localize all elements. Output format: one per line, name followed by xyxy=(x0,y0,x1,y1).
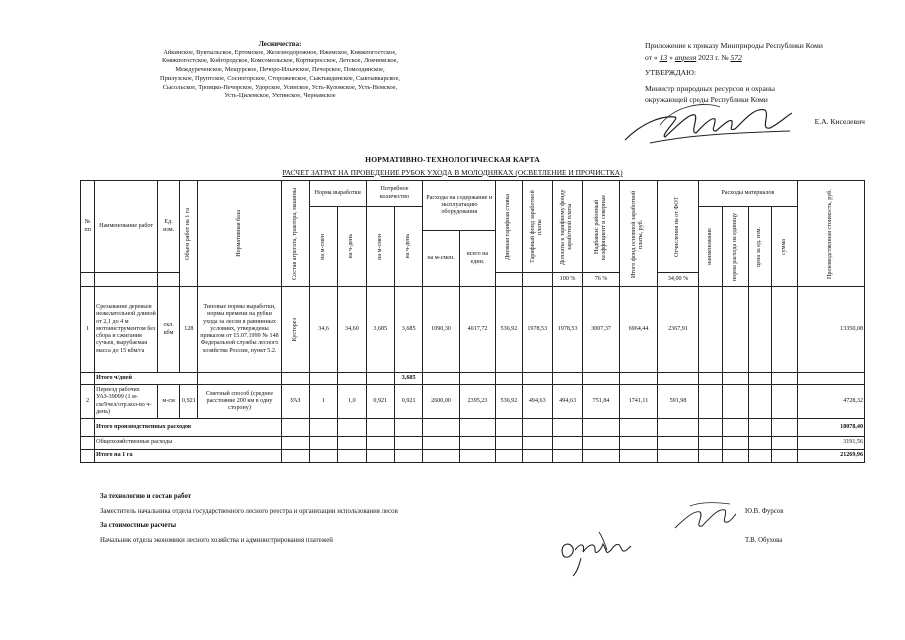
row-volume: 0,921 xyxy=(180,385,198,419)
header-production-cost: Производственная стоимость, руб. xyxy=(827,188,834,279)
row-production-cost: 13350,08 xyxy=(798,287,865,373)
tech-label: За технологию и состав работ xyxy=(100,493,192,500)
header-total-wage: Итого фонд основной заработной платы, руб. xyxy=(631,189,645,278)
minister-title-2: окружающей среды Республики Коми xyxy=(645,95,768,104)
row-num: 2 xyxy=(81,385,95,419)
header-mat-sum: сумма xyxy=(780,238,787,255)
header-bonus: Доплаты к тарифному фонду заработной платы xyxy=(560,188,574,265)
cost-name: Т.В. Обухова xyxy=(745,537,783,544)
header-daily-rate: Дневная тарифная ставка xyxy=(505,193,512,260)
forestries-heading: Лесничества: xyxy=(258,40,302,48)
row-need-shift: 3,685 xyxy=(366,287,394,373)
forestries-block xyxy=(80,40,480,101)
header-mat-name: наименование xyxy=(706,228,713,265)
appendix-line: Приложение к приказу Минприроды Республики Коми xyxy=(645,41,823,50)
approve-label: УТВЕРЖДАЮ: xyxy=(645,68,697,77)
cost-table xyxy=(80,180,865,463)
total-label: Итого на 1 га xyxy=(95,450,281,463)
header-exp-total: всего на един. xyxy=(459,231,495,287)
header-crew: Состав агрегата, трактора, машины xyxy=(291,187,298,280)
date-quote: » xyxy=(669,52,673,62)
forestries-line: Айкинское, Вуктыльское, Ертомское, Железнодорожное, Ижемское, Княжпогостское, xyxy=(163,48,397,56)
row-tariff-fund: 1978,53 xyxy=(522,287,552,373)
row-need-day: 3,685 xyxy=(394,287,422,373)
row-per-shift: 1 xyxy=(309,385,337,419)
pct-deductions: 34,00 % xyxy=(658,273,699,287)
row-crew: Кусторез xyxy=(291,317,298,342)
header-mat-price: цена за ед. изм. xyxy=(756,226,763,267)
row-northern: 3007,37 xyxy=(583,287,619,373)
fursov-signature xyxy=(670,498,740,538)
date-prefix: от « xyxy=(645,52,658,62)
subtotal-row xyxy=(81,373,865,385)
header-need-shift: на м-смен xyxy=(376,233,383,260)
header-unit: Ед. изм. xyxy=(157,181,179,273)
document-title: НОРМАТИВНО-ТЕХНОЛОГИЧЕСКАЯ КАРТА xyxy=(365,155,540,164)
row-need-shift: 0,921 xyxy=(366,385,394,419)
header-per-shift: на м-смен xyxy=(319,233,326,260)
tech-role: Заместитель начальника отдела государственного лесного реестра и организации использования лесов xyxy=(100,508,398,515)
row-name: Срезывание деревьев нежелательной длиной от 2,1 до 4 м мотоинструментом без сбора и сжигания сучьев, вырубаемая масса до 15 кбм/га xyxy=(95,287,158,373)
minister-signature xyxy=(620,95,795,155)
row-deductions: 2367,91 xyxy=(658,287,699,373)
total-value: 21269,96 xyxy=(798,450,865,463)
total-label: Общехозяйственные расходы xyxy=(95,437,281,450)
order-number-label: № xyxy=(721,52,729,62)
header-mat-norm: норма расхода на единицу xyxy=(732,212,739,281)
forestries-line: Княжпогостское, Койгородское, Комсомольское, Корткеросское, Летское, Локчимское, xyxy=(161,57,399,65)
total-value: 18078,40 xyxy=(798,419,865,437)
header-name: Наименование работ xyxy=(95,181,158,273)
row-total-wage: 6964,44 xyxy=(619,287,657,373)
order-date-line xyxy=(645,52,885,64)
header-deductions: Отчисления на от ФОТ xyxy=(674,196,681,257)
pct-northern: 76 % xyxy=(583,273,619,287)
header-exp-shift: на м-смен. xyxy=(423,231,459,287)
header-num: № пп xyxy=(81,181,95,273)
row-volume: 128 xyxy=(180,287,198,373)
header-materials: Расходы материалов xyxy=(698,181,797,207)
total-label: Итого производственных расходов xyxy=(95,419,281,437)
pct-bonus: 100 % xyxy=(552,273,582,287)
total-value: 3191,56 xyxy=(798,437,865,450)
header-need-qty: Потребное количество xyxy=(366,181,423,207)
row-bonus: 1978,53 xyxy=(552,287,582,373)
row-exp-total: 4017,72 xyxy=(459,287,495,373)
header-volume: Объем работ на 1 га xyxy=(185,207,192,260)
row-name: Переезд рабочих УАЗ-39099 (1 м-см/9чел/отр.кол-во ч-день) xyxy=(95,385,158,419)
table-row xyxy=(81,385,865,419)
total-row xyxy=(81,419,865,437)
row-unit: скл. кбм xyxy=(157,287,179,373)
row-bonus: 494,63 xyxy=(552,385,582,419)
row-norm-base: Сметный способ (среднее расстояние 200 км в одну сторону) xyxy=(198,385,281,419)
row-production-cost: 4728,32 xyxy=(798,385,865,419)
row-num: 1 xyxy=(81,287,95,373)
document-subtitle: РАСЧЕТ ЗАТРАТ НА ПРОВЕДЕНИЕ РУБОК УХОДА В МОЛОДНЯКАХ (ОСВЕТЛЕНИЕ И ПРОЧИСТКА) xyxy=(282,168,623,177)
row-norm-base: Типовые нормы выработки, нормы времени на рубки ухода за лесом в равнинных условиях, утверждены приказом от 15.07.1999 № 148 Федеральной службы лесного хозяйства России, пункт 5.2. xyxy=(198,287,281,373)
cost-label: За стоимостные расчеты xyxy=(100,522,177,529)
row-exp-shift: 1090,30 xyxy=(423,287,459,373)
header-tariff-fund: Тарифный фонд заработной платы xyxy=(530,190,544,263)
row-need-day: 0,921 xyxy=(394,385,422,419)
row-unit: м-см xyxy=(157,385,179,419)
order-number: 572 xyxy=(730,52,742,62)
row-daily-rate: 536,92 xyxy=(496,287,522,373)
total-row xyxy=(81,437,865,450)
subtotal-label: Итого ч/дней xyxy=(95,373,198,385)
row-northern: 751,84 xyxy=(583,385,619,419)
tech-name: Ю.В. Фурсов xyxy=(745,508,784,515)
minister-title-1: Министр природных ресурсов и охраны xyxy=(645,83,776,93)
header-norm-output: Норма выработки xyxy=(309,181,366,207)
row-exp-total: 2395,23 xyxy=(459,385,495,419)
forestries-line: Усть-Цилемское, Ухтинское, Чернамское xyxy=(224,92,336,100)
table-row xyxy=(81,287,865,373)
header-need-day: на ч-день xyxy=(405,234,412,259)
row-per-day: 34,60 xyxy=(338,287,366,373)
minister-name: Е.А. Киселевич xyxy=(814,116,865,126)
forestries-line: Междуреченское, Мещурское, Печоро-Илычское, Печорское, Помоздинское, xyxy=(175,66,385,74)
row-per-shift: 34,6 xyxy=(309,287,337,373)
cost-role: Начальник отдела экономики лесного хозяйства и администрирования платежей xyxy=(100,537,333,544)
row-total-wage: 1741,11 xyxy=(619,385,657,419)
header-per-day: на ч-день xyxy=(348,234,355,259)
row-crew: УАЗ xyxy=(281,385,309,419)
row-tariff-fund: 494,63 xyxy=(522,385,552,419)
row-exp-shift: 2600,00 xyxy=(423,385,459,419)
row-deductions: 591,98 xyxy=(658,385,699,419)
subtotal-value: 3,685 xyxy=(394,373,422,385)
order-month: апреля xyxy=(674,52,697,62)
row-per-day: 1,0 xyxy=(338,385,366,419)
header-northern: Надбавки: районный коэффициент и северные xyxy=(593,193,608,260)
obukhova-signature xyxy=(555,520,645,580)
order-year: 2023 г. xyxy=(698,52,720,62)
header-expenses: Расходы на содержание и эксплуатацию оборудования xyxy=(423,181,496,231)
total-row xyxy=(81,450,865,463)
forestries-line: Сысольское, Троицко-Печорское, Удорское, Усинское, Усть-Куломское, Усть-Немское, xyxy=(162,83,398,91)
order-day: 13 xyxy=(659,52,668,62)
header-norm-base: Нормативная база xyxy=(235,210,242,257)
row-daily-rate: 536,92 xyxy=(496,385,522,419)
forestries-line: Прилузское, Пруптское, Сосногорское, Сторожевское, Сыктывдинское, Сыктывкарское, xyxy=(160,74,400,82)
